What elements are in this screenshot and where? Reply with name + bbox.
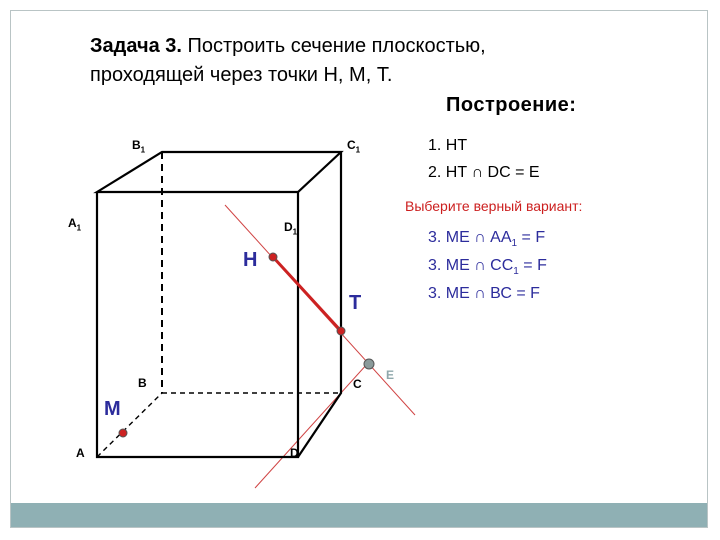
- choose-prompt: Выберите верный вариант:: [405, 198, 583, 214]
- right-face: [298, 152, 341, 457]
- point-t: [337, 327, 345, 335]
- option-2-suffix: = F: [518, 257, 547, 274]
- label-a: А: [76, 446, 85, 460]
- task-text-line2: проходящей через точки Н, М, Т.: [90, 64, 393, 86]
- point-e: [364, 359, 374, 369]
- option-3-text: 3. МЕ ∩ ВС = F: [428, 285, 540, 302]
- label-d1: $D_1$: [284, 220, 298, 237]
- option-1-sub: 1: [511, 238, 518, 250]
- label-h: Н: [243, 249, 258, 271]
- option-2-sub: 1: [513, 266, 519, 278]
- label-b: В: [138, 376, 147, 390]
- label-e: E: [386, 368, 395, 382]
- line-me-trace: [255, 363, 368, 488]
- construction-heading: Построение:: [446, 94, 577, 116]
- label-b1: $В_1$: [132, 138, 146, 155]
- step-1: 1. НТ: [428, 137, 468, 154]
- label-d: D: [290, 446, 299, 460]
- label-a1: $А_1$: [68, 216, 82, 233]
- step-2: 2. НТ ∩ DC = E: [428, 164, 540, 181]
- option-2-text: 3. МЕ ∩ СС: [428, 257, 514, 274]
- label-t: Т: [349, 292, 362, 314]
- label-c: С: [353, 377, 362, 391]
- section-segment-ht: [273, 257, 341, 331]
- label-m: М: [104, 398, 121, 420]
- option-1-suffix: = F: [517, 229, 546, 246]
- option-1-text: 3. МЕ ∩ АА: [428, 229, 512, 246]
- front-face: [97, 192, 298, 457]
- point-h: [269, 253, 277, 261]
- label-c1: $С_1$: [347, 138, 361, 155]
- task-text-line1: Построить сечение плоскостью,: [187, 35, 486, 57]
- point-m: [119, 429, 127, 437]
- task-number: Задача 3.: [90, 35, 182, 57]
- top-face: [97, 152, 341, 192]
